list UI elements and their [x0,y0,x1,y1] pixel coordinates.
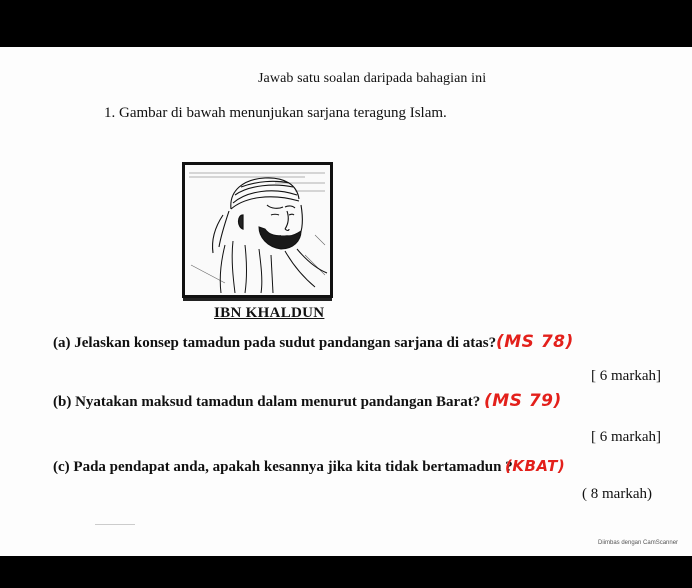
question-intro [104,105,447,122]
part-a-letter: (a) [53,335,71,351]
portrait-caption: IBN KHALDUN [214,305,325,321]
scanner-watermark: Diimbas dengan CamScanner [598,540,679,546]
question-number: 1. [104,105,116,121]
part-a-marks: [ 6 markah] [591,368,661,384]
question-part-a [53,335,496,352]
portrait-base-bar [183,298,332,301]
portrait-frame [182,162,333,298]
question-intro-text: Gambar di bawah menunjukan sarjana teragung Islam. [119,105,447,121]
part-c-text: Pada pendapat anda, apakah kesannya jika kita tidak bertamadun ? [73,459,513,475]
section-instruction: Jawab satu soalan daripada bahagian ini [258,71,487,86]
part-b-text: Nyatakan maksud tamadun dalam menurut pandangan Barat? [75,394,481,410]
part-c-marks: ( 8 markah) [582,486,652,502]
part-b-marks: [ 6 markah] [591,429,661,445]
part-b-page-ref: (MS 79) [484,391,562,411]
scanned-page [0,47,692,556]
part-a-text: Jelaskan konsep tamadun pada sudut pandangan sarjana di atas? [74,335,497,351]
question-part-b [53,394,480,411]
part-c-kbat-tag: (KBAT) [505,457,566,475]
scan-smudge [95,524,135,525]
part-a-page-ref: (MS 78) [496,332,574,352]
part-b-letter: (b) [53,394,72,410]
question-part-c [53,459,513,476]
part-c-letter: (c) [53,459,70,475]
scholar-portrait-icon [185,165,330,295]
